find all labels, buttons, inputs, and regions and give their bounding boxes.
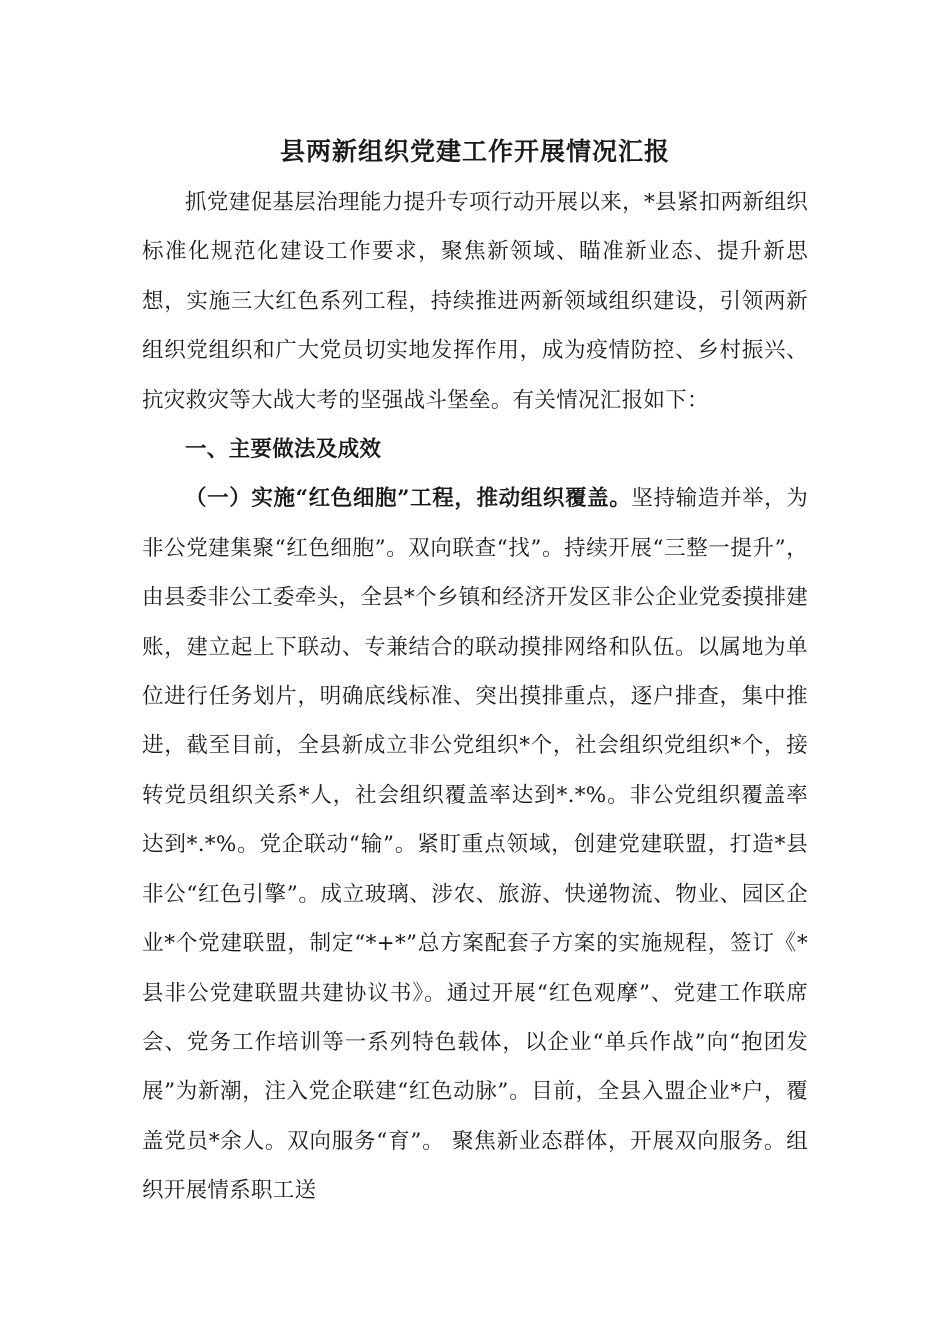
subsection-heading: （一）实施“红色细胞”工程，推动组织覆盖。 [185,486,632,512]
subsection-paragraph [142,474,808,1215]
document-body [142,178,808,1216]
document-title: 县两新组织党建工作开展情况汇报 [279,137,670,166]
intro-paragraph: 抓党建促基层治理能力提升专项行动开展以来，*县紧扣两新组织标准化规范化建设工作要求，聚焦新领域、瞄准新业态、提升新思想，实施三大红色系列工程，持续推进两新领域组织建设，引领两新组织党组织和广大党员切实地发挥作用，成为疫情防控、乡村振兴、抗灾救灾等大战大考的坚强战斗堡垒。有关情况汇报如下： [142,190,808,413]
subsection-body: 坚持输造并举，为非公党建集聚“红色细胞”。双向联查“找”。持续开展“三整一提升”，由县委非公工委牵头，全县*个乡镇和经济开发区非公企业党委摸排建账，建立起上下联动、专兼结合的联动摸排网络和队伍。以属地为单位进行任务划片，明确底线标准、突出摸排重点，逐户排查，集中推进，截至目前，全县新成立非公党组织*个，社会组织党组织*个，接转党员组织关系*人，社会组织覆盖率达到*.*%。非公党组织覆盖率达到*.*%。党企联动“输”。紧盯重点领域，创建党建联盟，打造*县非公“红色引擎”。成立玻璃、涉农、旅游、快递物流、物业、园区企业*个党建联盟，制定“*+*”总方案配套子方案的实施规程，签订《*县非公党建联盟共建协议书》。通过开展“红色观摩”、党建工作联席会、党务工作培训等一系列特色载体，以企业“单兵作战”向“抱团发展”为新潮，注入党企联建“红色动脉”。目前，全县入盟企业*户，覆盖党员*余人。双向服务“育”。 聚焦新业态群体，开展双向服务。组织开展情系职工送 [142,486,808,1204]
section-heading: 一、主要做法及成效 [185,437,382,463]
